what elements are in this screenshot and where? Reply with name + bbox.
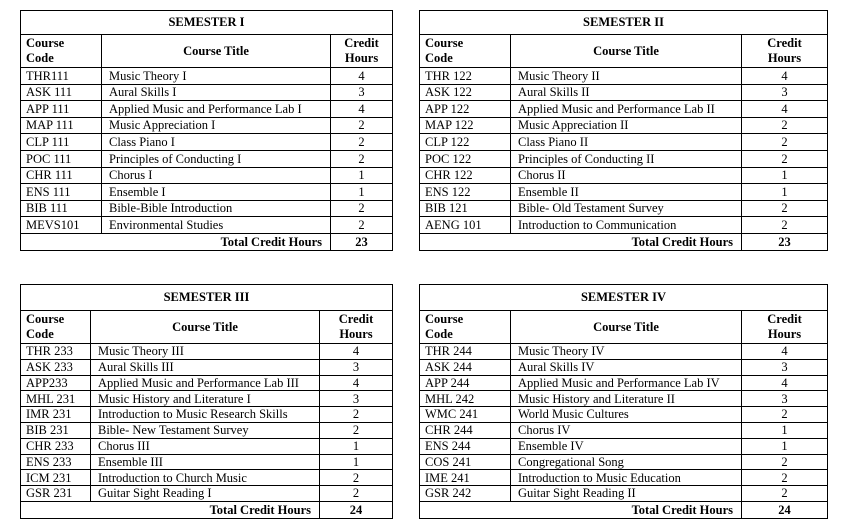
course-title: Chorus I bbox=[102, 167, 331, 184]
course-row bbox=[21, 344, 393, 360]
header-credit-line1: Credit bbox=[338, 312, 374, 326]
total-row bbox=[21, 233, 393, 250]
header-course-code-line2: Code bbox=[26, 327, 54, 341]
course-row bbox=[420, 150, 828, 167]
semester-title: SEMESTER I bbox=[21, 11, 393, 35]
course-credit-hours: 2 bbox=[742, 407, 828, 423]
course-code: GSR 242 bbox=[420, 486, 511, 502]
course-credit-hours: 4 bbox=[331, 68, 393, 85]
total-credit-hours-label: Total Credit Hours bbox=[21, 501, 320, 518]
course-title: Congregational Song bbox=[511, 454, 742, 470]
course-credit-hours: 1 bbox=[742, 167, 828, 184]
course-row bbox=[21, 486, 393, 502]
course-code: MHL 242 bbox=[420, 391, 511, 407]
course-row bbox=[420, 470, 828, 486]
header-course-title: Course Title bbox=[102, 35, 331, 68]
course-title: Chorus II bbox=[511, 167, 742, 184]
header-course-code-line1: Course bbox=[425, 312, 464, 326]
course-row bbox=[21, 117, 393, 134]
header-course-code-line2: Code bbox=[425, 327, 453, 341]
course-title: Class Piano I bbox=[102, 134, 331, 151]
course-credit-hours: 4 bbox=[742, 344, 828, 360]
course-code: APP 111 bbox=[21, 101, 102, 118]
course-title: Aural Skills II bbox=[511, 84, 742, 101]
header-course-title: Course Title bbox=[91, 311, 320, 344]
course-credit-hours: 1 bbox=[320, 454, 393, 470]
header-course-code-line1: Course bbox=[26, 36, 65, 50]
semester-title-row bbox=[21, 285, 393, 311]
course-credit-hours: 2 bbox=[742, 454, 828, 470]
course-row bbox=[21, 200, 393, 217]
header-course-code-line2: Code bbox=[425, 51, 453, 65]
course-row bbox=[21, 150, 393, 167]
course-code: IMR 231 bbox=[21, 407, 91, 423]
course-credit-hours: 2 bbox=[320, 470, 393, 486]
course-title: Applied Music and Performance Lab I bbox=[102, 101, 331, 118]
course-code: BIB 111 bbox=[21, 200, 102, 217]
course-credit-hours: 2 bbox=[320, 486, 393, 502]
header-credit-line2: Hours bbox=[339, 327, 373, 341]
course-row bbox=[420, 68, 828, 85]
course-credit-hours: 1 bbox=[331, 184, 393, 201]
semester-3-table bbox=[20, 284, 393, 519]
course-credit-hours: 2 bbox=[320, 407, 393, 423]
course-title: Ensemble III bbox=[91, 454, 320, 470]
course-title: Principles of Conducting II bbox=[511, 150, 742, 167]
course-title: Aural Skills IV bbox=[511, 359, 742, 375]
course-code: MAP 111 bbox=[21, 117, 102, 134]
course-row bbox=[420, 167, 828, 184]
course-title: Ensemble IV bbox=[511, 438, 742, 454]
course-row bbox=[21, 68, 393, 85]
course-title: Music Appreciation II bbox=[511, 117, 742, 134]
course-row bbox=[420, 184, 828, 201]
course-row bbox=[21, 438, 393, 454]
course-credit-hours: 1 bbox=[320, 438, 393, 454]
course-code: ENS 233 bbox=[21, 454, 91, 470]
header-course-code-line1: Course bbox=[26, 312, 65, 326]
header-course-code bbox=[21, 35, 102, 68]
course-row bbox=[420, 486, 828, 502]
course-row bbox=[420, 200, 828, 217]
course-code: APP233 bbox=[21, 375, 91, 391]
course-code: THR 122 bbox=[420, 68, 511, 85]
header-credit-line1: Credit bbox=[344, 36, 379, 50]
header-course-code-line2: Code bbox=[26, 51, 54, 65]
course-code: CHR 233 bbox=[21, 438, 91, 454]
course-credit-hours: 3 bbox=[320, 359, 393, 375]
course-row bbox=[420, 84, 828, 101]
course-credit-hours: 2 bbox=[742, 200, 828, 217]
course-row bbox=[420, 101, 828, 118]
course-code: BIB 121 bbox=[420, 200, 511, 217]
course-code: POC 122 bbox=[420, 150, 511, 167]
course-code: IME 241 bbox=[420, 470, 511, 486]
total-row bbox=[21, 501, 393, 518]
total-credit-hours-label: Total Credit Hours bbox=[420, 501, 742, 518]
course-row bbox=[21, 84, 393, 101]
course-title: Music Theory III bbox=[91, 344, 320, 360]
semester-4-table bbox=[419, 284, 828, 519]
total-credit-hours-value: 24 bbox=[742, 501, 828, 518]
course-credit-hours: 2 bbox=[742, 150, 828, 167]
course-title: Applied Music and Performance Lab IV bbox=[511, 375, 742, 391]
course-row bbox=[21, 167, 393, 184]
course-row bbox=[420, 438, 828, 454]
course-credit-hours: 2 bbox=[331, 134, 393, 151]
course-row bbox=[420, 391, 828, 407]
total-row bbox=[420, 501, 828, 518]
course-code: POC 111 bbox=[21, 150, 102, 167]
semester-title-row bbox=[420, 11, 828, 35]
course-row bbox=[420, 217, 828, 234]
course-title: Ensemble II bbox=[511, 184, 742, 201]
course-credit-hours: 2 bbox=[320, 422, 393, 438]
course-credit-hours: 4 bbox=[320, 375, 393, 391]
course-title: Music Theory I bbox=[102, 68, 331, 85]
course-row bbox=[420, 422, 828, 438]
course-title: Music Appreciation I bbox=[102, 117, 331, 134]
course-row bbox=[21, 454, 393, 470]
course-credit-hours: 2 bbox=[742, 134, 828, 151]
course-code: THR 233 bbox=[21, 344, 91, 360]
course-row bbox=[420, 375, 828, 391]
course-title: Chorus IV bbox=[511, 422, 742, 438]
course-row bbox=[21, 101, 393, 118]
course-title: Introduction to Communication bbox=[511, 217, 742, 234]
course-code: BIB 231 bbox=[21, 422, 91, 438]
course-credit-hours: 3 bbox=[742, 84, 828, 101]
course-row bbox=[21, 470, 393, 486]
semester-title: SEMESTER III bbox=[21, 285, 393, 311]
total-credit-hours-value: 23 bbox=[331, 233, 393, 250]
course-credit-hours: 2 bbox=[742, 486, 828, 502]
course-code: COS 241 bbox=[420, 454, 511, 470]
course-row bbox=[420, 344, 828, 360]
course-code: CHR 244 bbox=[420, 422, 511, 438]
course-code: CLP 122 bbox=[420, 134, 511, 151]
header-course-code bbox=[21, 311, 91, 344]
course-title: Bible- New Testament Survey bbox=[91, 422, 320, 438]
course-title: Introduction to Music Education bbox=[511, 470, 742, 486]
course-credit-hours: 1 bbox=[742, 438, 828, 454]
header-credit-line2: Hours bbox=[767, 327, 802, 341]
course-row bbox=[21, 422, 393, 438]
course-code: ENS 244 bbox=[420, 438, 511, 454]
course-credit-hours: 1 bbox=[742, 184, 828, 201]
course-row bbox=[21, 375, 393, 391]
total-credit-hours-label: Total Credit Hours bbox=[420, 233, 742, 250]
course-title: Aural Skills I bbox=[102, 84, 331, 101]
course-title: Environmental Studies bbox=[102, 217, 331, 234]
header-credit-hours bbox=[331, 35, 393, 68]
total-credit-hours-value: 23 bbox=[742, 233, 828, 250]
header-credit-line1: Credit bbox=[767, 312, 802, 326]
course-title: Chorus III bbox=[91, 438, 320, 454]
header-credit-line2: Hours bbox=[344, 51, 379, 65]
course-row bbox=[420, 117, 828, 134]
course-code: MAP 122 bbox=[420, 117, 511, 134]
course-code: CLP 111 bbox=[21, 134, 102, 151]
course-row bbox=[21, 407, 393, 423]
course-title: Bible-Bible Introduction bbox=[102, 200, 331, 217]
header-course-code bbox=[420, 311, 511, 344]
course-credit-hours: 2 bbox=[331, 150, 393, 167]
course-credit-hours: 2 bbox=[742, 470, 828, 486]
total-row bbox=[420, 233, 828, 250]
course-credit-hours: 3 bbox=[742, 391, 828, 407]
header-credit-line1: Credit bbox=[767, 36, 802, 50]
course-row bbox=[420, 359, 828, 375]
course-credit-hours: 2 bbox=[331, 217, 393, 234]
course-row bbox=[21, 391, 393, 407]
course-credit-hours: 3 bbox=[320, 391, 393, 407]
course-code: GSR 231 bbox=[21, 486, 91, 502]
course-title: Applied Music and Performance Lab II bbox=[511, 101, 742, 118]
course-row bbox=[420, 134, 828, 151]
semester-1-table bbox=[20, 10, 393, 251]
course-title: Aural Skills III bbox=[91, 359, 320, 375]
course-credit-hours: 2 bbox=[331, 200, 393, 217]
course-code: APP 244 bbox=[420, 375, 511, 391]
course-title: Bible- Old Testament Survey bbox=[511, 200, 742, 217]
course-title: World Music Cultures bbox=[511, 407, 742, 423]
course-credit-hours: 2 bbox=[742, 117, 828, 134]
course-title: Ensemble I bbox=[102, 184, 331, 201]
header-course-title: Course Title bbox=[511, 35, 742, 68]
course-title: Class Piano II bbox=[511, 134, 742, 151]
course-title: Applied Music and Performance Lab III bbox=[91, 375, 320, 391]
course-credit-hours: 2 bbox=[742, 217, 828, 234]
course-row bbox=[21, 184, 393, 201]
course-code: THR 244 bbox=[420, 344, 511, 360]
course-code: MHL 231 bbox=[21, 391, 91, 407]
column-header-row bbox=[21, 35, 393, 68]
course-row bbox=[21, 134, 393, 151]
semester-2-table bbox=[419, 10, 828, 251]
course-code: ENS 122 bbox=[420, 184, 511, 201]
course-code: ASK 111 bbox=[21, 84, 102, 101]
course-code: CHR 111 bbox=[21, 167, 102, 184]
course-credit-hours: 4 bbox=[320, 344, 393, 360]
course-code: ASK 122 bbox=[420, 84, 511, 101]
semester-title: SEMESTER IV bbox=[420, 285, 828, 311]
course-code: ICM 231 bbox=[21, 470, 91, 486]
course-row bbox=[21, 359, 393, 375]
course-code: ENS 111 bbox=[21, 184, 102, 201]
course-row bbox=[420, 407, 828, 423]
course-title: Music History and Literature I bbox=[91, 391, 320, 407]
header-credit-hours bbox=[742, 35, 828, 68]
course-code: THR111 bbox=[21, 68, 102, 85]
course-title: Music Theory IV bbox=[511, 344, 742, 360]
course-credit-hours: 1 bbox=[742, 422, 828, 438]
course-code: ASK 244 bbox=[420, 359, 511, 375]
course-credit-hours: 4 bbox=[331, 101, 393, 118]
total-credit-hours-label: Total Credit Hours bbox=[21, 233, 331, 250]
course-code: CHR 122 bbox=[420, 167, 511, 184]
course-row bbox=[420, 454, 828, 470]
course-title: Music History and Literature II bbox=[511, 391, 742, 407]
header-course-code bbox=[420, 35, 511, 68]
header-credit-hours bbox=[320, 311, 393, 344]
course-credit-hours: 4 bbox=[742, 375, 828, 391]
semester-title: SEMESTER II bbox=[420, 11, 828, 35]
course-title: Guitar Sight Reading I bbox=[91, 486, 320, 502]
course-title: Principles of Conducting I bbox=[102, 150, 331, 167]
header-course-title: Course Title bbox=[511, 311, 742, 344]
course-credit-hours: 1 bbox=[331, 167, 393, 184]
course-title: Guitar Sight Reading II bbox=[511, 486, 742, 502]
total-credit-hours-value: 24 bbox=[320, 501, 393, 518]
course-credit-hours: 2 bbox=[331, 117, 393, 134]
course-title: Introduction to Music Research Skills bbox=[91, 407, 320, 423]
header-course-code-line1: Course bbox=[425, 36, 464, 50]
course-code: WMC 241 bbox=[420, 407, 511, 423]
course-code: APP 122 bbox=[420, 101, 511, 118]
column-header-row bbox=[420, 35, 828, 68]
course-credit-hours: 3 bbox=[742, 359, 828, 375]
header-credit-line2: Hours bbox=[767, 51, 802, 65]
column-header-row bbox=[420, 311, 828, 344]
course-title: Introduction to Church Music bbox=[91, 470, 320, 486]
header-credit-hours bbox=[742, 311, 828, 344]
column-header-row bbox=[21, 311, 393, 344]
course-code: MEVS101 bbox=[21, 217, 102, 234]
course-credit-hours: 3 bbox=[331, 84, 393, 101]
course-code: ASK 233 bbox=[21, 359, 91, 375]
semester-title-row bbox=[420, 285, 828, 311]
semester-title-row bbox=[21, 11, 393, 35]
course-title: Music Theory II bbox=[511, 68, 742, 85]
course-row bbox=[21, 217, 393, 234]
course-credit-hours: 4 bbox=[742, 68, 828, 85]
course-credit-hours: 4 bbox=[742, 101, 828, 118]
course-code: AENG 101 bbox=[420, 217, 511, 234]
